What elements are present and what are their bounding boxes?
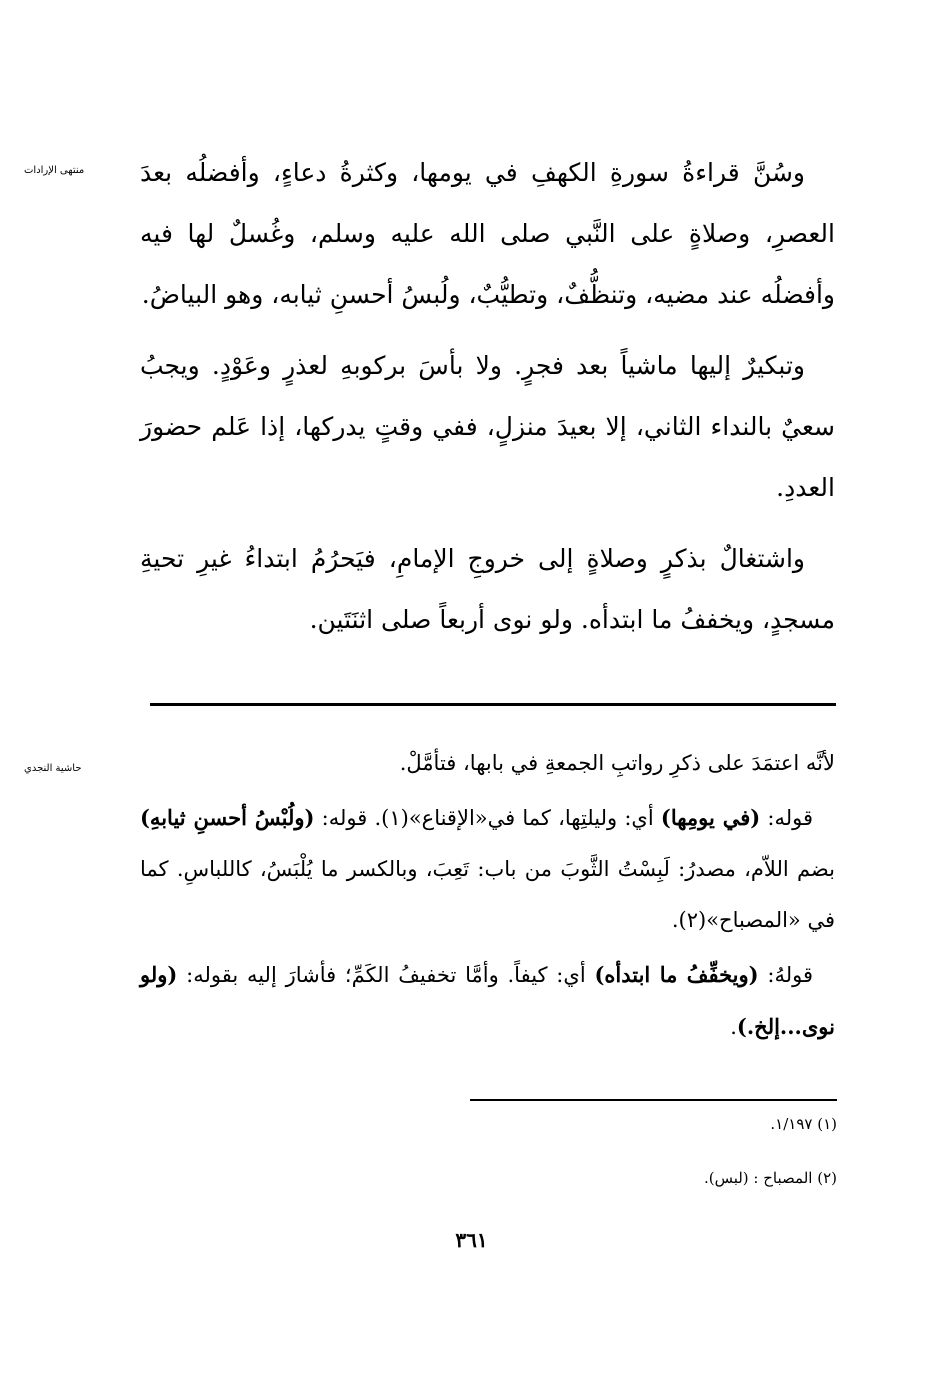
footnote-rule (470, 1099, 837, 1101)
footnote-2: (٢) المصباح : (لبس). (703, 1169, 837, 1187)
quoted-lemma: (في يومِها) (660, 805, 761, 830)
side-label-source: منتهى الإرادات (24, 165, 85, 176)
main-paragraph-3: واشتغالٌ بذكرٍ وصلاةٍ إلى خروجِ الإمامِ، فيَحرُمُ ابتداءُ غيرِ تحيةِ مسجدٍ، ويخففُ ما ابتدأه. ولو نوى أربعاً صلى اثنَتَين. (140, 544, 835, 634)
main-text (140, 142, 835, 660)
commentary-paragraph-3: قولهُ: (ويخفِّفُ ما ابتدأه) أي: كيفاً. وأمَّا تخفيفُ الكَمِّ؛ فأشارَ إليه بقوله: (ولو نوى...إلخ.). (140, 962, 835, 1039)
main-paragraph-1: وسُنَّ قراءةُ سورةِ الكهفِ في يومها، وكثرةُ دعاءٍ، وأفضلُه بعدَ العصرِ، وصلاةٍ على النَّبي صلى الله عليه وسلم، وغُسلٌ لها فيه وأفضلُه عند مضيه، وتنظُّفٌ، وتطيُّبٌ، ولُبسُ أحسنِ ثيابه، وهو البياضُ. (140, 158, 835, 309)
footnote-1: (١) ١/١٩٧. (770, 1115, 837, 1133)
quoted-lemma: (ولُبْسُ أحسنِ ثيابهِ) (140, 805, 315, 830)
commentary-paragraph-2: قوله: (في يومِها) أي: وليلتِها، كما في«الإقناع»(١). قوله: (ولُبْسُ أحسنِ ثيابهِ) بضم اللاّم، مصدرُ: لَبِسْتُ الثَّوبَ من باب: تَعِبَ، وبالكسر ما يُلْبَسُ، كاللباسِ. كما في «المصباح»(٢). (140, 805, 835, 932)
side-label-commentary: حاشية النجدي (24, 763, 82, 774)
section-divider (150, 703, 836, 706)
commentary-paragraph-1: لأنَّه اعتمَدَ على ذكرِ رواتبِ الجمعةِ في بابها، فتأمَّلْ. (399, 751, 835, 775)
commentary-text (140, 738, 835, 1056)
main-paragraph-2: وتبكيرٌ إليها ماشياً بعد فجرٍ. ولا بأسَ بركوبهِ لعذرٍ وعَوْدٍ. ويجبُ سعيٌ بالنداء الثاني، إلا بعيدَ منزلٍ، ففي وقتٍ يدركها، إذا عَلم حضورَ العددِ. (140, 351, 835, 502)
quoted-lemma: (ويخفِّفُ ما ابتدأه) (594, 962, 759, 987)
page-number: ٣٦١ (455, 1228, 488, 1252)
quoted-lemma: (ولو نوى...إلخ.) (140, 962, 835, 1039)
